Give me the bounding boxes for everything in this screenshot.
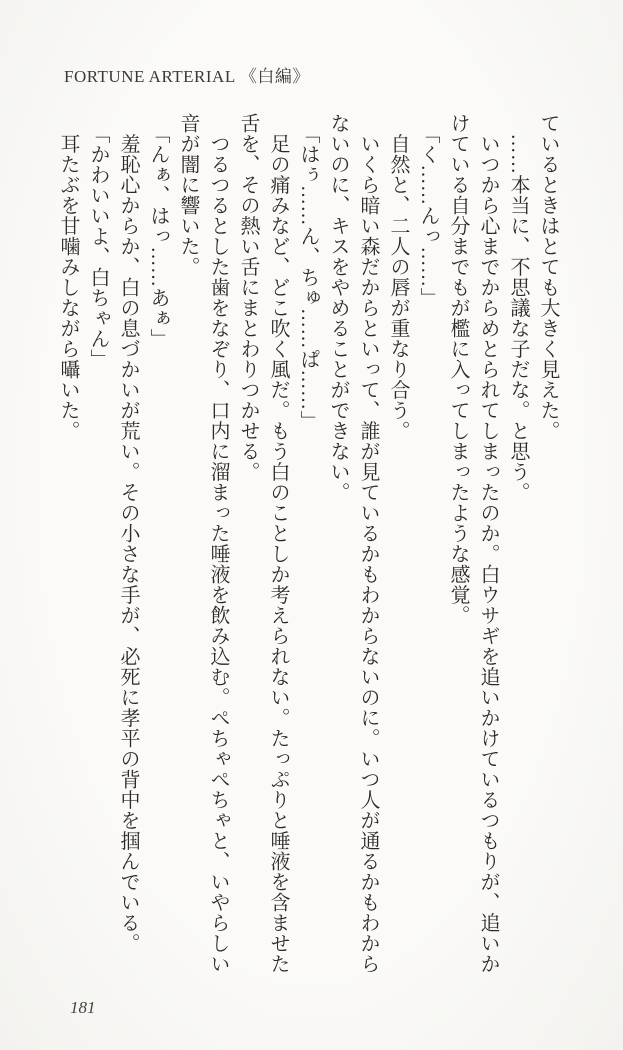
text-line: 羞恥心からか、白の息づかいが荒い。その小さな手が、必死に孝平の背中を掴んでいる。 xyxy=(117,113,139,954)
text-line: 耳たぶを甘噛みしながら囁いた。 xyxy=(57,113,79,441)
text-line: ないのに、キスをやめることができない。 xyxy=(327,113,349,503)
text-line: 「く……んっ……」 xyxy=(417,113,439,308)
text-line: ているときはとても大きく見えた。 xyxy=(537,113,559,441)
text-line: いつから心までからめとられてしまったのか。白ウサギを追いかけているつもりが、追いか xyxy=(477,113,499,974)
text-line: いくら暗い森だからといって、誰が見ているかもわからないのに。いつ人が通るかもわから xyxy=(357,113,379,974)
text-line: 「かわいいよ、白ちゃん」 xyxy=(87,113,109,370)
text-line: つるつるとした歯をなぞり、口内に溜まった唾液を飲み込む。ぺちゃぺちゃと、いやらしい xyxy=(207,113,229,974)
text-line: ……本当に、不思議な子だな。と思う。 xyxy=(507,113,529,503)
text-line: 舌を、その熱い舌にまとわりつかせる。 xyxy=(237,113,259,482)
running-header: FORTUNE ARTERIAL 《白編》 xyxy=(64,67,310,86)
text-line: 「んぁ、はっ……あぁ」 xyxy=(147,113,169,349)
body-text xyxy=(53,113,563,973)
text-line: けている自分までもが檻に入ってしまったような感覚。 xyxy=(447,113,469,626)
text-line: 足の痛みなど、どこ吹く風だ。もう白のことしか考えられない。たっぷりと唾液を含ませた xyxy=(267,113,289,974)
text-line: 音が闇に響いた。 xyxy=(177,113,199,277)
page-number: 181 xyxy=(70,998,96,1017)
text-line: 「はぅ……ん、ちゅ……ぱ……」 xyxy=(297,113,319,431)
text-line: 自然と、二人の唇が重なり合う。 xyxy=(387,113,409,441)
